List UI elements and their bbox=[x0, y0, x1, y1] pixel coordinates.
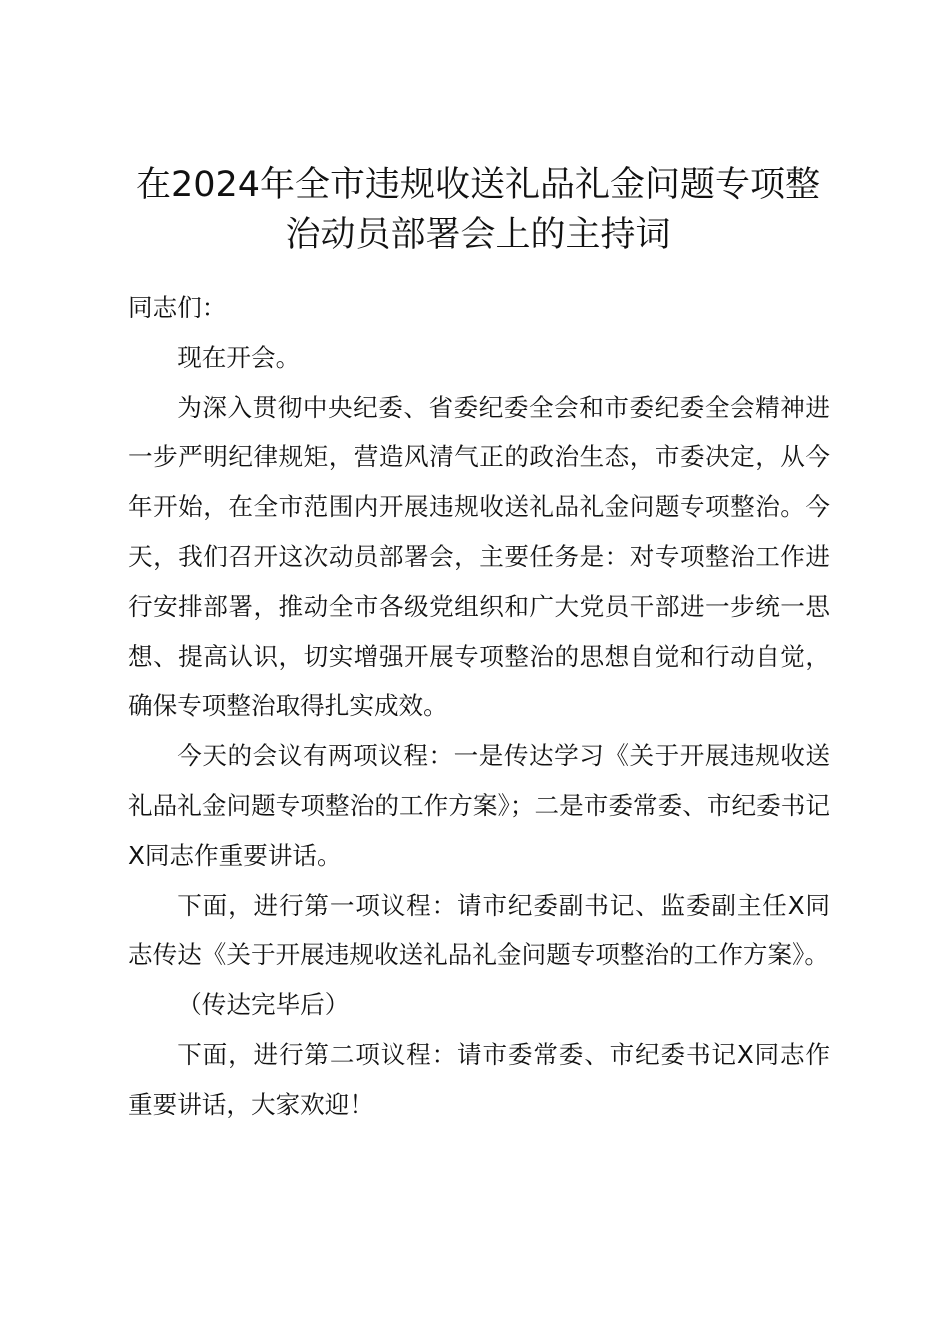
paragraph-item-two: 下面，进行第二项议程：请市委常委、市纪委书记X同志作重要讲话，大家欢迎！ bbox=[128, 1039, 830, 1119]
document-title: 在2024年全市违规收送礼品礼金问题专项整治动员部署会上的主持词 bbox=[135, 165, 821, 255]
paragraph-stage-note: （传达完毕后） bbox=[177, 990, 350, 1020]
paragraph-item-one: 下面，进行第一项议程：请市纪委副书记、监委副主任X同志传达《关于开展违规收送礼品礼金问题专项整治的工作方案》。 bbox=[128, 890, 830, 970]
paragraph-agenda: 今天的会议有两项议程：一是传达学习《关于开展违规收送礼品礼金问题专项整治的工作方案》；二是市委常委、市纪委书记X同志作重要讲话。 bbox=[128, 741, 830, 870]
paragraph-opening: 现在开会。 bbox=[177, 342, 301, 372]
salutation: 同志们： bbox=[128, 293, 227, 322]
document-body bbox=[128, 283, 830, 1130]
paragraph-purpose: 为深入贯彻中央纪委、省委纪委全会和市委纪委全会精神进一步严明纪律规矩，营造风清气正的政治生态，市委决定，从今年开始，在全市范围内开展违规收送礼品礼金问题专项整治。今天，我们召开这次动员部署会，主要任务是：对专项整治工作进行安排部署，推动全市各级党组织和广大党员干部进一步统一思想、提高认识，切实增强开展专项整治的思想自觉和行动自觉，确保专项整治取得扎实成效。 bbox=[128, 392, 830, 721]
